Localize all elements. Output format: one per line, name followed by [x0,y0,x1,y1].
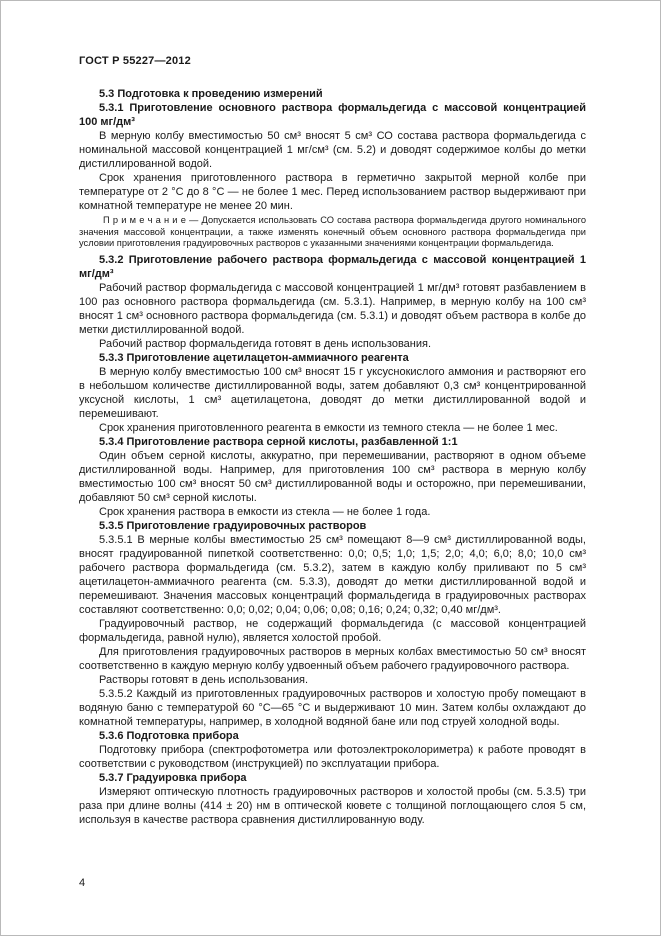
note-5-3-1: П р и м е ч а н и е — Допускается использовать СО состава раствора формальдегида другого номинального значения массовой концентрации, а также изменять конечный объем основного раствора формальдегида при условии приготовления градуировочных растворов с указанными значениями концентрации формальдегида. [79,215,586,248]
para-5-3-3-a: В мерную колбу вместимостью 100 см³ вносят 15 г уксуснокислого аммония и растворяют его в небольшом количестве дистиллированной воды, затем добавляют 0,3 см³ концентрированной уксусной кислоты, 1 см³ ацетилацетона, доводят до метки дистиллированной водой и перемешивают. [79,365,586,420]
para-5-3-1-a: В мерную колбу вместимостью 50 см³ вносят 5 см³ СО состава раствора формальдегида с номинальной массовой концентрацией 1 мг/см³ (см. 5.2) и доводят содержимое колбы до метки дистиллированной водой. [79,130,586,170]
para-5-3-4-a: Один объем серной кислоты, аккуратно, при перемешивании, растворяют в одном объеме дистиллированной воды. Например, для приготовления 100 см³ раствора в мерную колбу вместимостью 100 см³ вносят 50 см³ дистиллированной воды и осторожно, при перемешивании, добавляют 50 см³ серной кислоты. [79,449,586,504]
para-5-3-3-b: Срок хранения приготовленного реагента в емкости из темного стекла — не более 1 мес. [99,421,558,434]
para-5-3-5-c: Растворы готовят в день использования. [99,673,309,686]
document-header: ГОСТ Р 55227—2012 [79,55,191,67]
heading-5-3-7: 5.3.7 Градуировка прибора [99,771,247,784]
page-number: 4 [79,877,86,889]
para-5-3-4-b: Срок хранения раствора в емкости из стекла — не более 1 года. [99,505,431,518]
para-5-3-6: Подготовку прибора (спектрофотометра или фотоэлектроколориметра) к работе проводят в соответствии с руководством (инструкцией) по эксплуатации прибора. [79,743,586,770]
para-5-3-5-a: Градуировочный раствор, не содержащий формальдегида (с массовой концентрацией формальдегида, равной нулю), является холостой пробой. [79,617,586,644]
heading-5-3-6: 5.3.6 Подготовка прибора [99,729,239,742]
heading-5-3-1: 5.3.1 Приготовление основного раствора формальдегида с массовой концентрацией 100 мг/дм³ [79,102,586,128]
para-5-3-2-a: Рабочий раствор формальдегида с массовой концентрацией 1 мг/дм³ готовят разбавлением в 100 раз основного раствора формальдегида (см. 5.3.1). Например, в мерную колбу на 100 см³ вносят 1 см³ основного раствора формальдегида (см. 5.3.1) и доводят объем раствора в колбе до метки дистиллированной водой. [79,281,586,336]
heading-5-3-3: 5.3.3 Приготовление ацетилацетон-аммиачного реагента [99,351,409,364]
para-5-3-5-2: 5.3.5.2 Каждый из приготовленных градуировочных растворов и холостую пробу помещают в водяную баню с температурой 60 °С—65 °С и выдерживают 10 мин. Затем колбы охлаждают до комнатной температуры, например, в холодной водяной бане или под струей холодной воды. [79,687,586,728]
para-5-3-5-1: 5.3.5.1 В мерные колбы вместимостью 25 см³ помещают 8—9 см³ дистиллированной воды, вносят градуированной пипеткой соответственно: 0,0; 0,5; 1,0; 1,5; 2,0; 4,0; 6,0; 8,0; 10,0 см³ рабочего раствора формальдегида (см. 5.3.2), затем в каждую колбу приливают по 5 см³ ацетилацетон-аммиачного реагента (см. 5.3.3), доводят до метки дистиллированной водой и перемешивают. Значения массовых концентраций формальдегида в градуировочных растворах составляют соответственно: 0,0; 0,02; 0,04; 0,06; 0,08; 0,16; 0,24; 0,32; 0,40 мг/дм³. [79,533,586,616]
heading-5-3-2: 5.3.2 Приготовление рабочего раствора формальдегида с массовой концентрацией 1 мг/дм³ [79,253,586,280]
para-5-3-5-b: Для приготовления градуировочных растворов в мерных колбах вместимостью 50 см³ вносят соответственно в каждую мерную колбу удвоенный объем рабочего градуировочного раствора. [79,645,586,672]
para-5-3-7: Измеряют оптическую плотность градуировочных растворов и холостой пробы (см. 5.3.5) три раза при длине волны (414 ± 20) нм в оптической кювете с толщиной поглощающего слоя 5 см, используя в качестве раствора сравнения дистиллированную воду. [79,785,586,826]
para-5-3-1-b: Срок хранения приготовленного раствора в герметично закрытой мерной колбе при температуре от 2 °С до 8 °С — не более 1 мес. Перед использованием раствор выдерживают при комнатной температуре не менее 20 мин. [79,172,586,212]
heading-5-3-5: 5.3.5 Приготовление градуировочных растворов [99,519,367,532]
heading-5-3-4: 5.3.4 Приготовление раствора серной кислоты, разбавленной 1:1 [99,435,458,448]
heading-5-3: 5.3 Подготовка к проведению измерений [99,88,323,100]
para-5-3-2-b: Рабочий раствор формальдегида готовят в день использования. [99,337,432,350]
